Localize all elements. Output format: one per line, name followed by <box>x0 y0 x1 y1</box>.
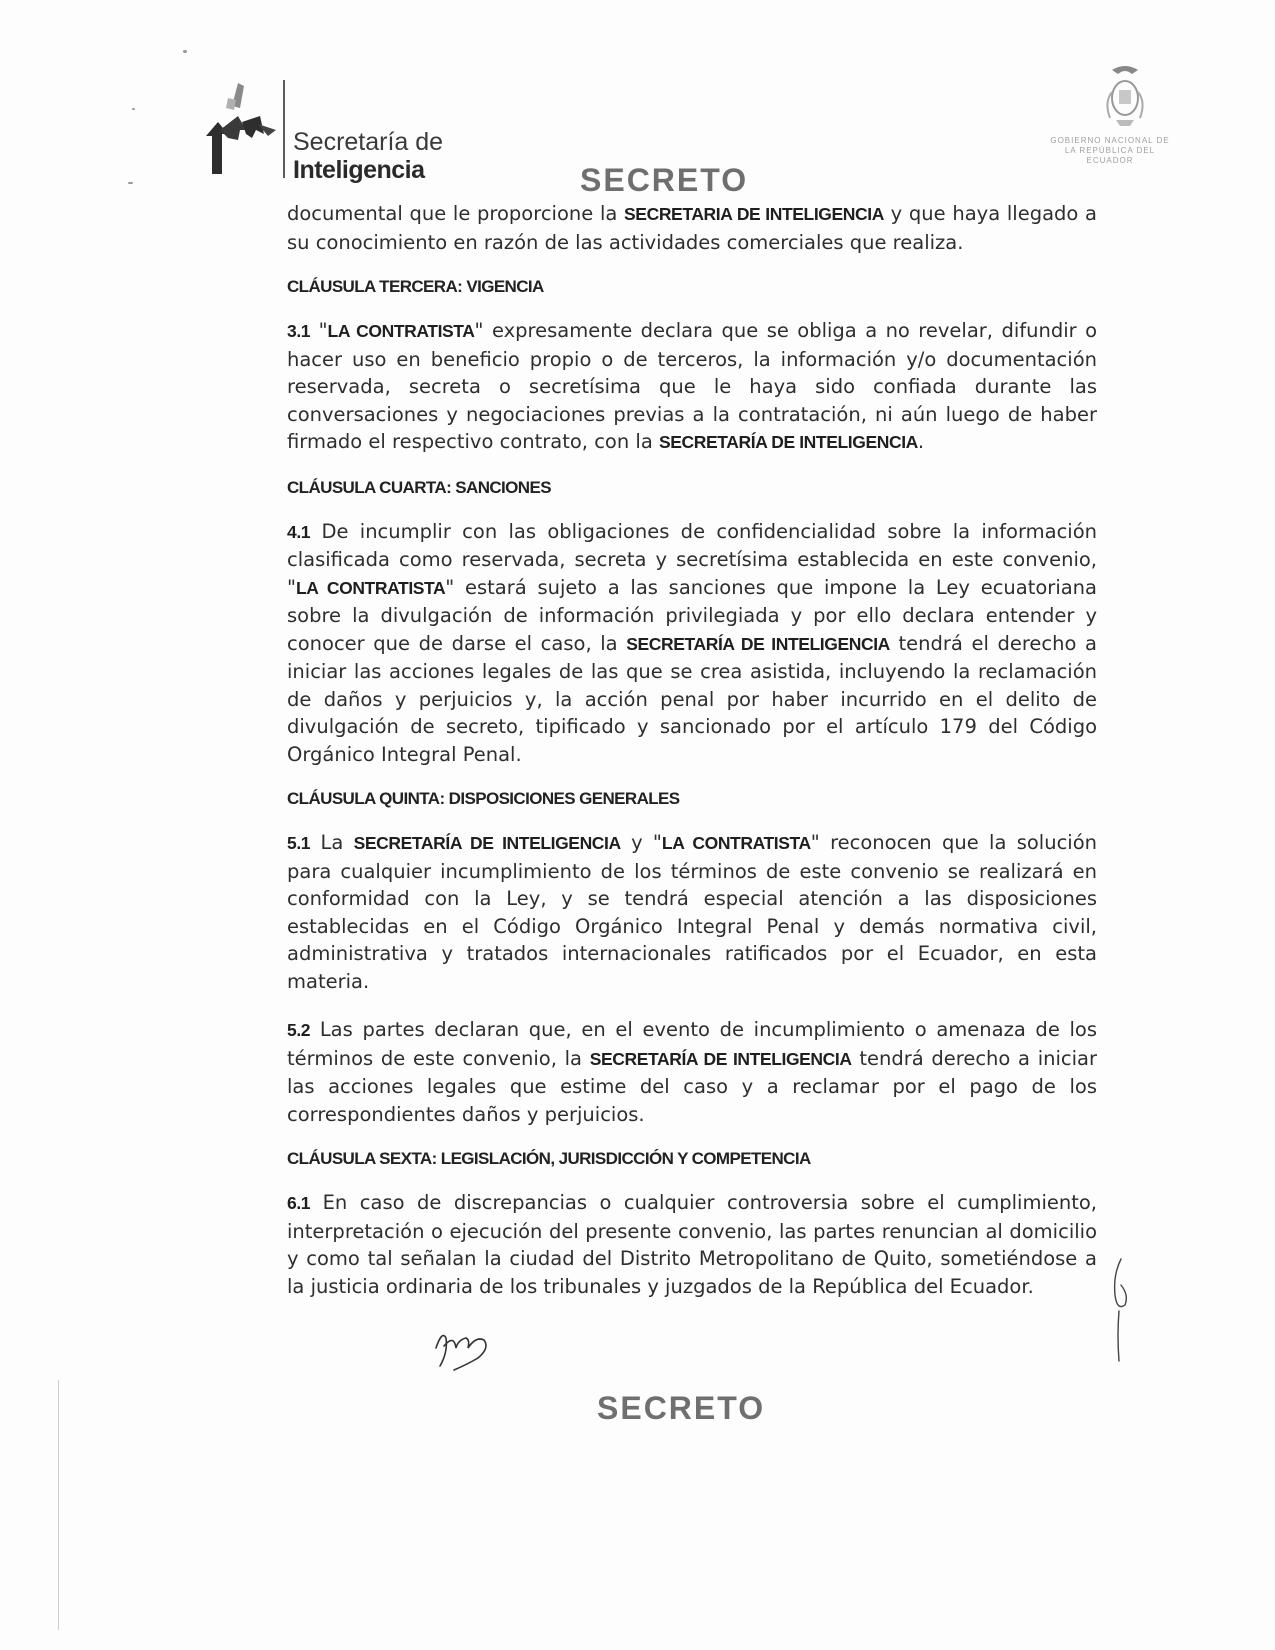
org-name-line1: Secretaría de <box>293 128 444 156</box>
text-run: tendrá el derecho a iniciar las acciones legales de las que se crea asistida, incluyendo la reclamación de daños y perjuicios y, la acción penal por haber incurrido en el delito de divulgación de secreto, tipificado y sancionado por el artículo 179 del Código Orgánico Integral Penal. <box>287 631 1097 766</box>
text-run: La <box>310 831 354 854</box>
paragraph-5-1 <box>287 829 1097 995</box>
document-body <box>287 200 1097 1300</box>
margin-signature-mark <box>1107 1255 1133 1365</box>
clause-number: 4.1 <box>287 521 311 542</box>
entity-name: LA CONTRATISTA <box>327 321 475 341</box>
clause-heading-quinta: CLÁUSULA QUINTA: DISPOSICIONES GENERALES <box>287 789 680 808</box>
text-run: En caso de discrepancias o cualquier controversia sobre el cumplimiento, interpretación o ejecución del presente convenio, las partes renuncian al domicilio y como tal señalan la ciudad del Distrito Metropolitano de Quito, sometiéndose a la justicia ordinaria de los tribunales y juzgados de la República del Ecuador. <box>287 1191 1097 1298</box>
text-run: tendrá derecho a iniciar las acciones legales que estime del caso y a reclamar por el pago de los correspondientes daños y perjuicios. <box>287 1046 1097 1126</box>
text-run: y " <box>620 831 662 854</box>
text-run: " <box>310 319 328 342</box>
org-name-line2: Inteligencia <box>293 156 425 184</box>
entity-name: SECRETARÍA DE INTELIGENCIA <box>589 1048 852 1069</box>
clause-number: 3.1 <box>287 321 311 341</box>
clause-heading-tercera: CLÁUSULA TERCERA: VIGENCIA <box>287 277 544 296</box>
national-seal <box>1090 62 1160 132</box>
paragraph-6-1 <box>287 1189 1097 1300</box>
text-run: documental que le proporcione la <box>287 202 625 225</box>
entity-name: LA CONTRATISTA <box>295 577 446 598</box>
paragraph-4-1 <box>287 518 1097 769</box>
scan-speck <box>132 108 135 110</box>
clause-number: 6.1 <box>287 1193 311 1213</box>
scan-edge-line <box>58 1380 59 1630</box>
text-run: " estará sujeto a las sanciones que impone la Ley ecuatoriana sobre la divulgación de información privilegiada y por ello declara entender y conocer que de darse el caso, la <box>287 575 1097 655</box>
handwritten-initials-signature <box>428 1318 498 1374</box>
text-run: De incumplir con las obligaciones de confidencialidad sobre la información clasificada como reservada, secreta y secretísima establecida en este convenio, " <box>287 519 1097 599</box>
entity-name: SECRETARIA DE INTELIGENCIA <box>624 204 884 224</box>
classification-mark-top: SECRETO <box>580 162 749 198</box>
clause-number: 5.2 <box>287 1020 311 1040</box>
paragraph-5-2 <box>287 1016 1097 1128</box>
text-run: Las partes declaran que, en el evento de incumplimiento o amenaza de los términos de este convenio, la <box>287 1018 1097 1070</box>
paragraph-intro <box>287 200 1097 256</box>
entity-name: SECRETARÍA DE INTELIGENCIA <box>626 633 890 654</box>
text-run: " expresamente declara que se obliga a no revelar, difundir o hacer uso en beneficio propio o de terceros, la información y/o documentación reservada, secreta o secretísima que le haya sido confiada durante las conversaciones y negociaciones previas a la contratación, ni aún luego de haber firmado el respectivo contrato, con la <box>287 319 1098 453</box>
entity-name: LA CONTRATISTA <box>661 833 811 853</box>
clause-heading-cuarta: CLÁUSULA CUARTA: SANCIONES <box>287 477 551 497</box>
logo-divider <box>283 80 285 178</box>
text-run: " reconocen que la solución para cualquier incumplimiento de los términos de este convenio se realizará en conformidad con la Ley, y se tendrá especial atención a las disposiciones establecidas en el Código Orgánico Integral Penal y demás normativa civil, administrativa y tratados internacionales ratificados por el Ecuador, en esta materia. <box>287 831 1098 993</box>
seal-caption-line1: GOBIERNO NACIONAL DE <box>1050 136 1170 145</box>
paragraph-3-1 <box>287 317 1097 457</box>
seal-caption-line2: LA REPÚBLICA DEL ECUADOR <box>1064 146 1156 165</box>
scan-speck <box>128 182 133 184</box>
text-run: . <box>917 430 925 453</box>
classification-mark-bottom: SECRETO <box>597 1390 766 1426</box>
clause-number: 5.1 <box>287 833 311 853</box>
seal-caption <box>1040 136 1180 166</box>
scan-speck <box>183 50 187 53</box>
ecuador-coat-of-arms-icon <box>1090 62 1160 132</box>
entity-name: SECRETARÍA DE INTELIGENCIA <box>658 432 918 452</box>
entity-name: SECRETARÍA DE INTELIGENCIA <box>353 833 621 853</box>
text-run: y que haya llegado a su conocimiento en razón de las actividades comerciales que realiza. <box>287 202 1097 254</box>
clause-heading-sexta: CLÁUSULA SEXTA: LEGISLACIÓN, JURISDICCIÓN Y COMPETENCIA <box>287 1149 811 1168</box>
intelligence-emblem-icon <box>198 78 288 188</box>
